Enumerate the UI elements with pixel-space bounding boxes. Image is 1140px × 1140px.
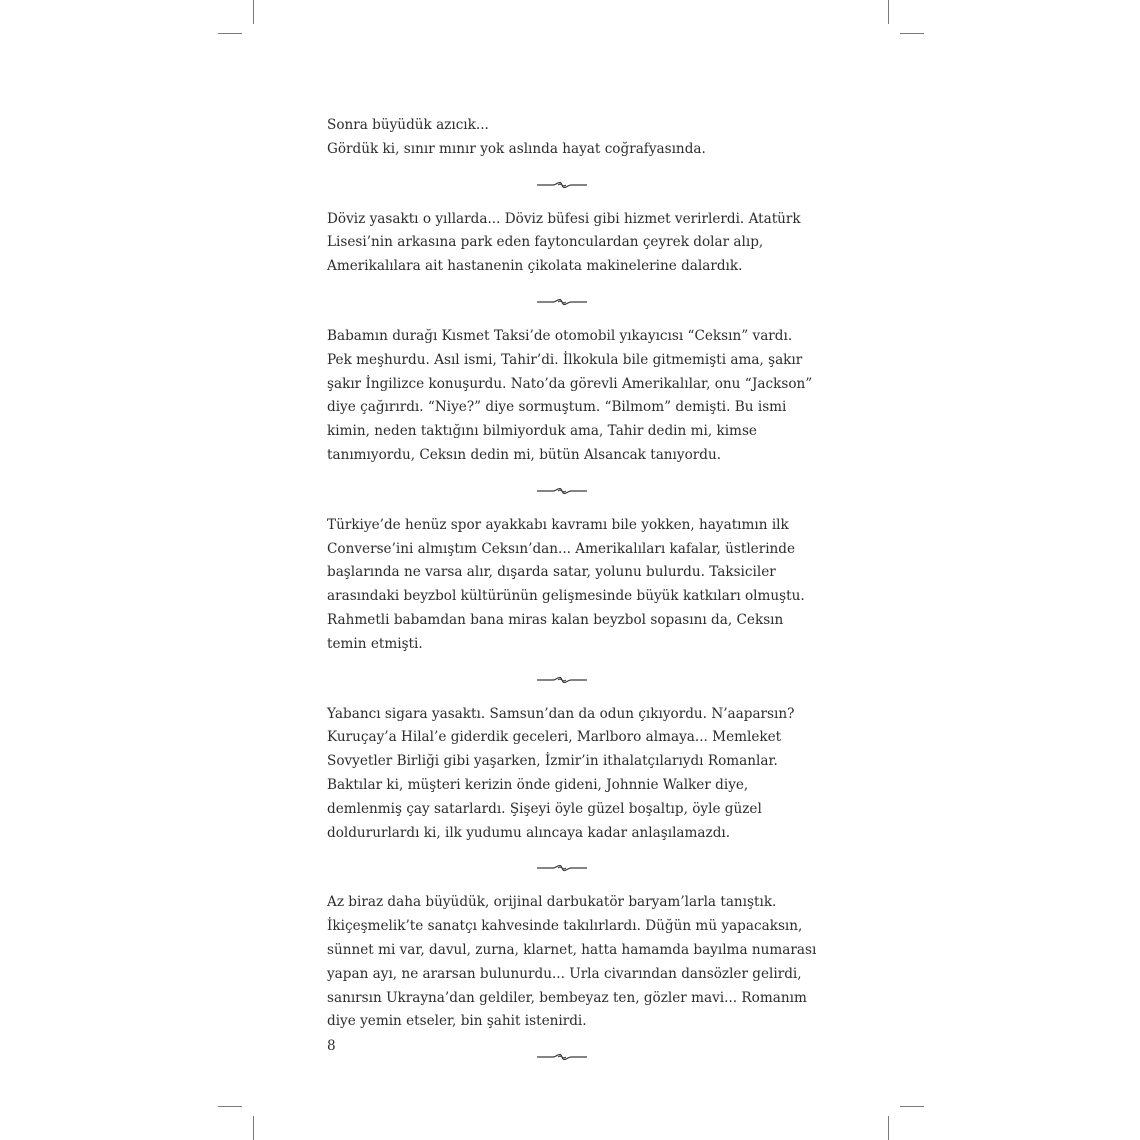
section-divider-ornament <box>307 468 817 514</box>
text-line: başlarında ne varsa alır, dışarda satar, yolunu bulurdu. Taksiciler <box>327 564 776 581</box>
text-line: Converse’ini almıştım Ceksın’dan... Amerikalıları kafalar, üstlerinde <box>327 540 796 557</box>
text-line: Türkiye’de henüz spor ayakkabı kavramı bile yokken, hayatımın ilk <box>327 516 789 533</box>
text-line: Az biraz daha büyüdük, orijinal darbukatör baryam’larla tanıştık. <box>327 894 777 911</box>
paragraph <box>327 114 817 162</box>
text-line: şakır İngilizce konuşurdu. Nato’da görevli Amerikalılar, onu “Jackson” <box>327 375 813 392</box>
text-line: kimin, neden taktığını bilmiyorduk ama, Tahir dedin mi, kimse <box>327 423 757 440</box>
crop-mark <box>900 1106 924 1107</box>
text-line: İkiçeşmelik’te sanatçı kahvesinde takılırlardı. Düğün mü yapacaksın, <box>327 918 803 935</box>
text-line: Sonra büyüdük azıcık... <box>327 117 489 133</box>
section-divider-ornament <box>307 657 817 703</box>
crop-mark <box>888 0 889 24</box>
section-divider-ornament <box>307 845 817 891</box>
paragraph <box>327 703 817 846</box>
text-line: Döviz yasaktı o yıllarda... Döviz büfesi gibi hizmet verirlerdi. Atatürk <box>327 210 801 227</box>
section-divider-ornament <box>307 279 817 325</box>
text-line: arasındaki beyzbol kültürünün gelişmesinde büyük katkıları olmuştu. <box>327 588 805 605</box>
text-line: temin etmişti. <box>327 635 423 652</box>
paragraph <box>327 208 817 279</box>
page-number: 8 <box>327 1038 336 1054</box>
text-line: Baktılar ki, müşteri kerizin önde gideni, Johnnie Walker diye, <box>327 776 749 793</box>
crop-mark <box>253 1116 254 1140</box>
text-line: yapan ayı, ne ararsan bulunurdu... Urla civarından dansözler gelirdi, <box>327 965 802 982</box>
text-line: Amerikalılara ait hastanenin çikolata makinelerine dalardık. <box>327 258 743 275</box>
crop-mark <box>253 0 254 24</box>
text-line: doldururlardı ki, ilk yudumu alıncaya kadar anlaşılamazdı. <box>327 824 731 841</box>
text-line: sünnet mi var, davul, zurna, klarnet, hatta hamamda bayılma numarası <box>327 941 817 958</box>
text-line: Babamın durağı Kısmet Taksi’de otomobil yıkayıcısı “Ceksın” vardı. <box>327 327 793 344</box>
text-line: demlenmiş çay satarlardı. Şişeyi öyle güzel boşaltıp, öyle güzel <box>327 800 762 817</box>
paragraph <box>327 891 817 1034</box>
text-line: Pek meşhurdu. Asıl ismi, Tahir’di. İlkokula bile gitmemişti ama, şakır <box>327 351 803 368</box>
text-line: Lisesi’nin arkasına park eden faytonculardan çeyrek dolar alıp, <box>327 234 764 251</box>
text-line: Kuruçay’a Hilal’e giderdik geceleri, Marlboro almaya... Memleket <box>327 729 782 746</box>
text-line: tanımıyordu, Ceksın dedin mi, bütün Alsancak tanıyordu. <box>327 446 722 463</box>
text-line: Sovyetler Birliği gibi yaşarken, İzmir’in ithalatçılarıydı Romanlar. <box>327 753 778 770</box>
section-divider-ornament <box>307 1034 817 1080</box>
text-line: Rahmetli babamdan bana miras kalan beyzbol sopasını da, Ceksın <box>327 611 784 628</box>
text-line: Yabancı sigara yasaktı. Samsun’dan da odun çıkıyordu. N’aaparsın? <box>327 705 795 722</box>
text-line: Gördük ki, sınır mınır yok aslında hayat coğrafyasında. <box>327 140 706 157</box>
crop-mark <box>218 33 242 34</box>
paragraph <box>327 514 817 657</box>
section-divider-ornament <box>307 162 817 208</box>
paragraph <box>327 325 817 468</box>
text-line: diye çağırırdı. “Niye?” diye sormuştum. “Bilmom” demişti. Bu ismi <box>327 399 787 416</box>
crop-mark <box>888 1116 889 1140</box>
text-line: sanırsın Ukrayna’dan geldiler, bembeyaz ten, gözler mavi... Romanım <box>327 989 807 1006</box>
text-line: diye yemin etseler, bin şahit istenirdi. <box>327 1013 587 1030</box>
crop-mark <box>900 33 924 34</box>
body-text <box>327 114 817 1080</box>
crop-mark <box>218 1106 242 1107</box>
